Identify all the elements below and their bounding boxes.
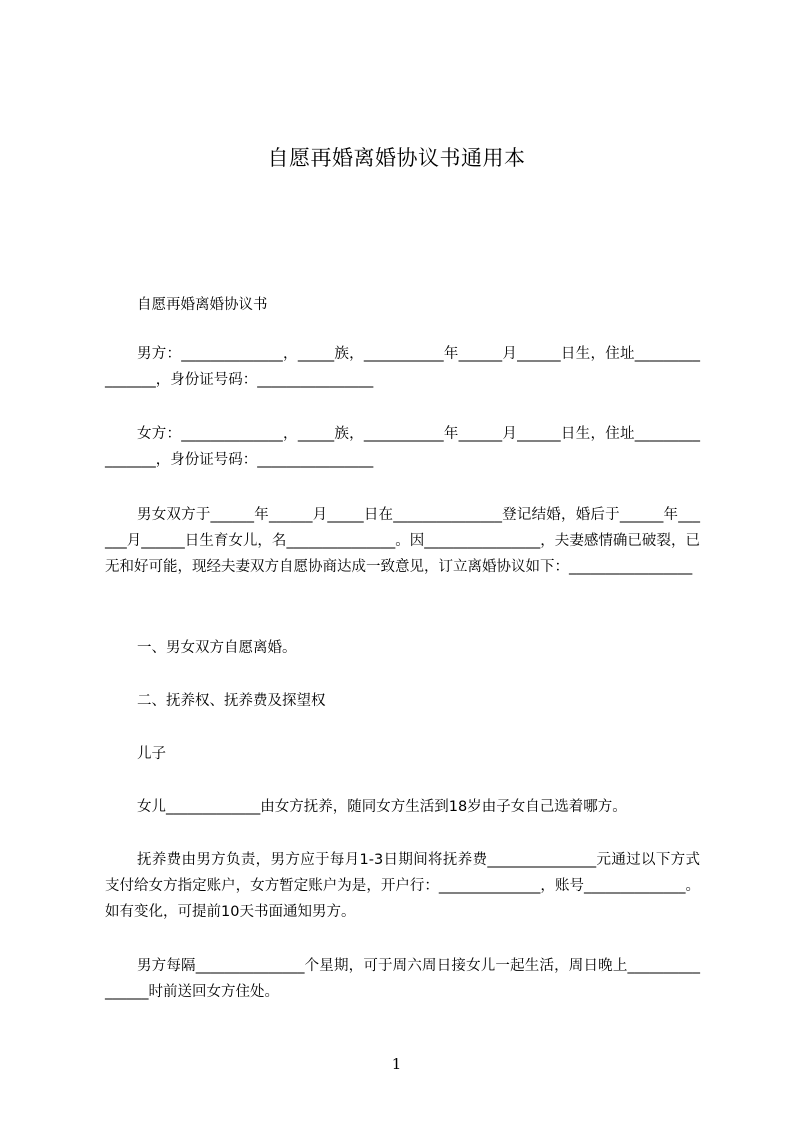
paragraph-daughter-custody: 女儿_____________由女方抚养，随同女方生活到18岁由子女自己选着哪方。 bbox=[137, 799, 627, 815]
clause-1-voluntary-divorce: 一、男女双方自愿离婚。 bbox=[137, 640, 297, 656]
para-marriage-block bbox=[105, 502, 700, 580]
document-title: 自愿再婚离婚协议书通用本 bbox=[267, 146, 526, 170]
paragraph-son: 儿子 bbox=[137, 746, 166, 762]
para-son-block bbox=[105, 741, 700, 767]
para-male-block bbox=[105, 341, 700, 393]
paragraph-child-support: 抚养费由男方负责，男方应于每月1-3日期间将抚养费_______________元通过以下方式支付给女方指定账户，女方暂定账户为是，开户行：______________，账号______________。如有变化，可提前10天书面通知男方。 bbox=[105, 852, 700, 920]
para-daughter-block bbox=[105, 794, 700, 820]
paragraph-female-party: 女方：______________，_____族，___________年______月______日生，住址________________，身份证号码：________________ bbox=[105, 426, 700, 468]
paragraph-male-party: 男方：______________，_____族，___________年______月______日生，住址________________，身份证号码：________________ bbox=[105, 346, 700, 388]
para-clause2-block bbox=[105, 688, 700, 714]
para-support-block bbox=[105, 847, 700, 925]
para-heading-block bbox=[105, 292, 700, 318]
paragraph-agreement-heading: 自愿再婚离婚协议书 bbox=[137, 297, 268, 313]
paragraph-visitation: 男方每隔_______________个星期，可于周六周日接女儿一起生活，周日晚上________________时前送回女方住处。 bbox=[105, 958, 700, 1000]
para-female-block bbox=[105, 421, 700, 473]
para-clause1-block bbox=[105, 635, 700, 661]
clause-2-custody-heading: 二、抚养权、抚养费及探望权 bbox=[137, 693, 326, 709]
paragraph-marriage-details: 男女双方于______年______月_____日在_______________登记结婚，婚后于______年______月______日生育女儿，名_______________。因________________，夫妻感情确已破裂，已无和好可能，现经夫妻双方自愿协商达成一致意见，订立离婚协议如下：_________________ bbox=[105, 507, 700, 575]
page-number: 1 bbox=[391, 1055, 402, 1073]
para-visitation-block bbox=[105, 953, 700, 1005]
